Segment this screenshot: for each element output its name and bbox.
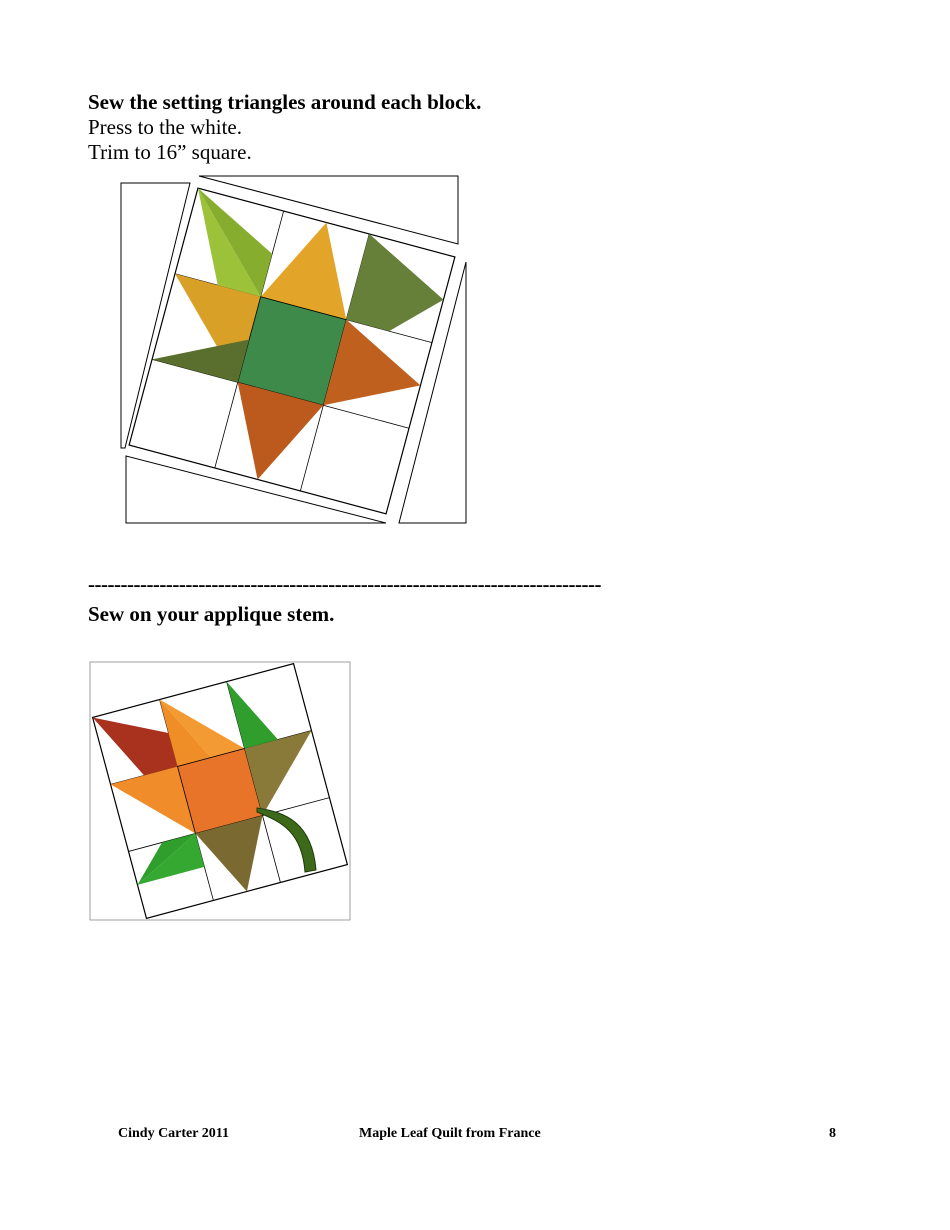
setting-triangles-diagram	[115, 170, 475, 530]
footer-title: Maple Leaf Quilt from France	[359, 1126, 541, 1141]
section-heading-setting-triangles: Sew the setting triangles around each block.	[88, 90, 482, 114]
instruction-trim: Trim to 16” square.	[88, 140, 252, 164]
maple-leaf-block	[129, 188, 455, 514]
footer-author: Cindy Carter 2011	[118, 1126, 229, 1141]
instruction-press: Press to the white.	[88, 115, 242, 139]
section-divider: -------------------------------------------------------------------------------	[88, 572, 601, 596]
section-heading-applique-stem: Sew on your applique stem.	[88, 602, 335, 626]
applique-stem-diagram	[88, 660, 352, 924]
footer-page-number: 8	[829, 1126, 836, 1141]
